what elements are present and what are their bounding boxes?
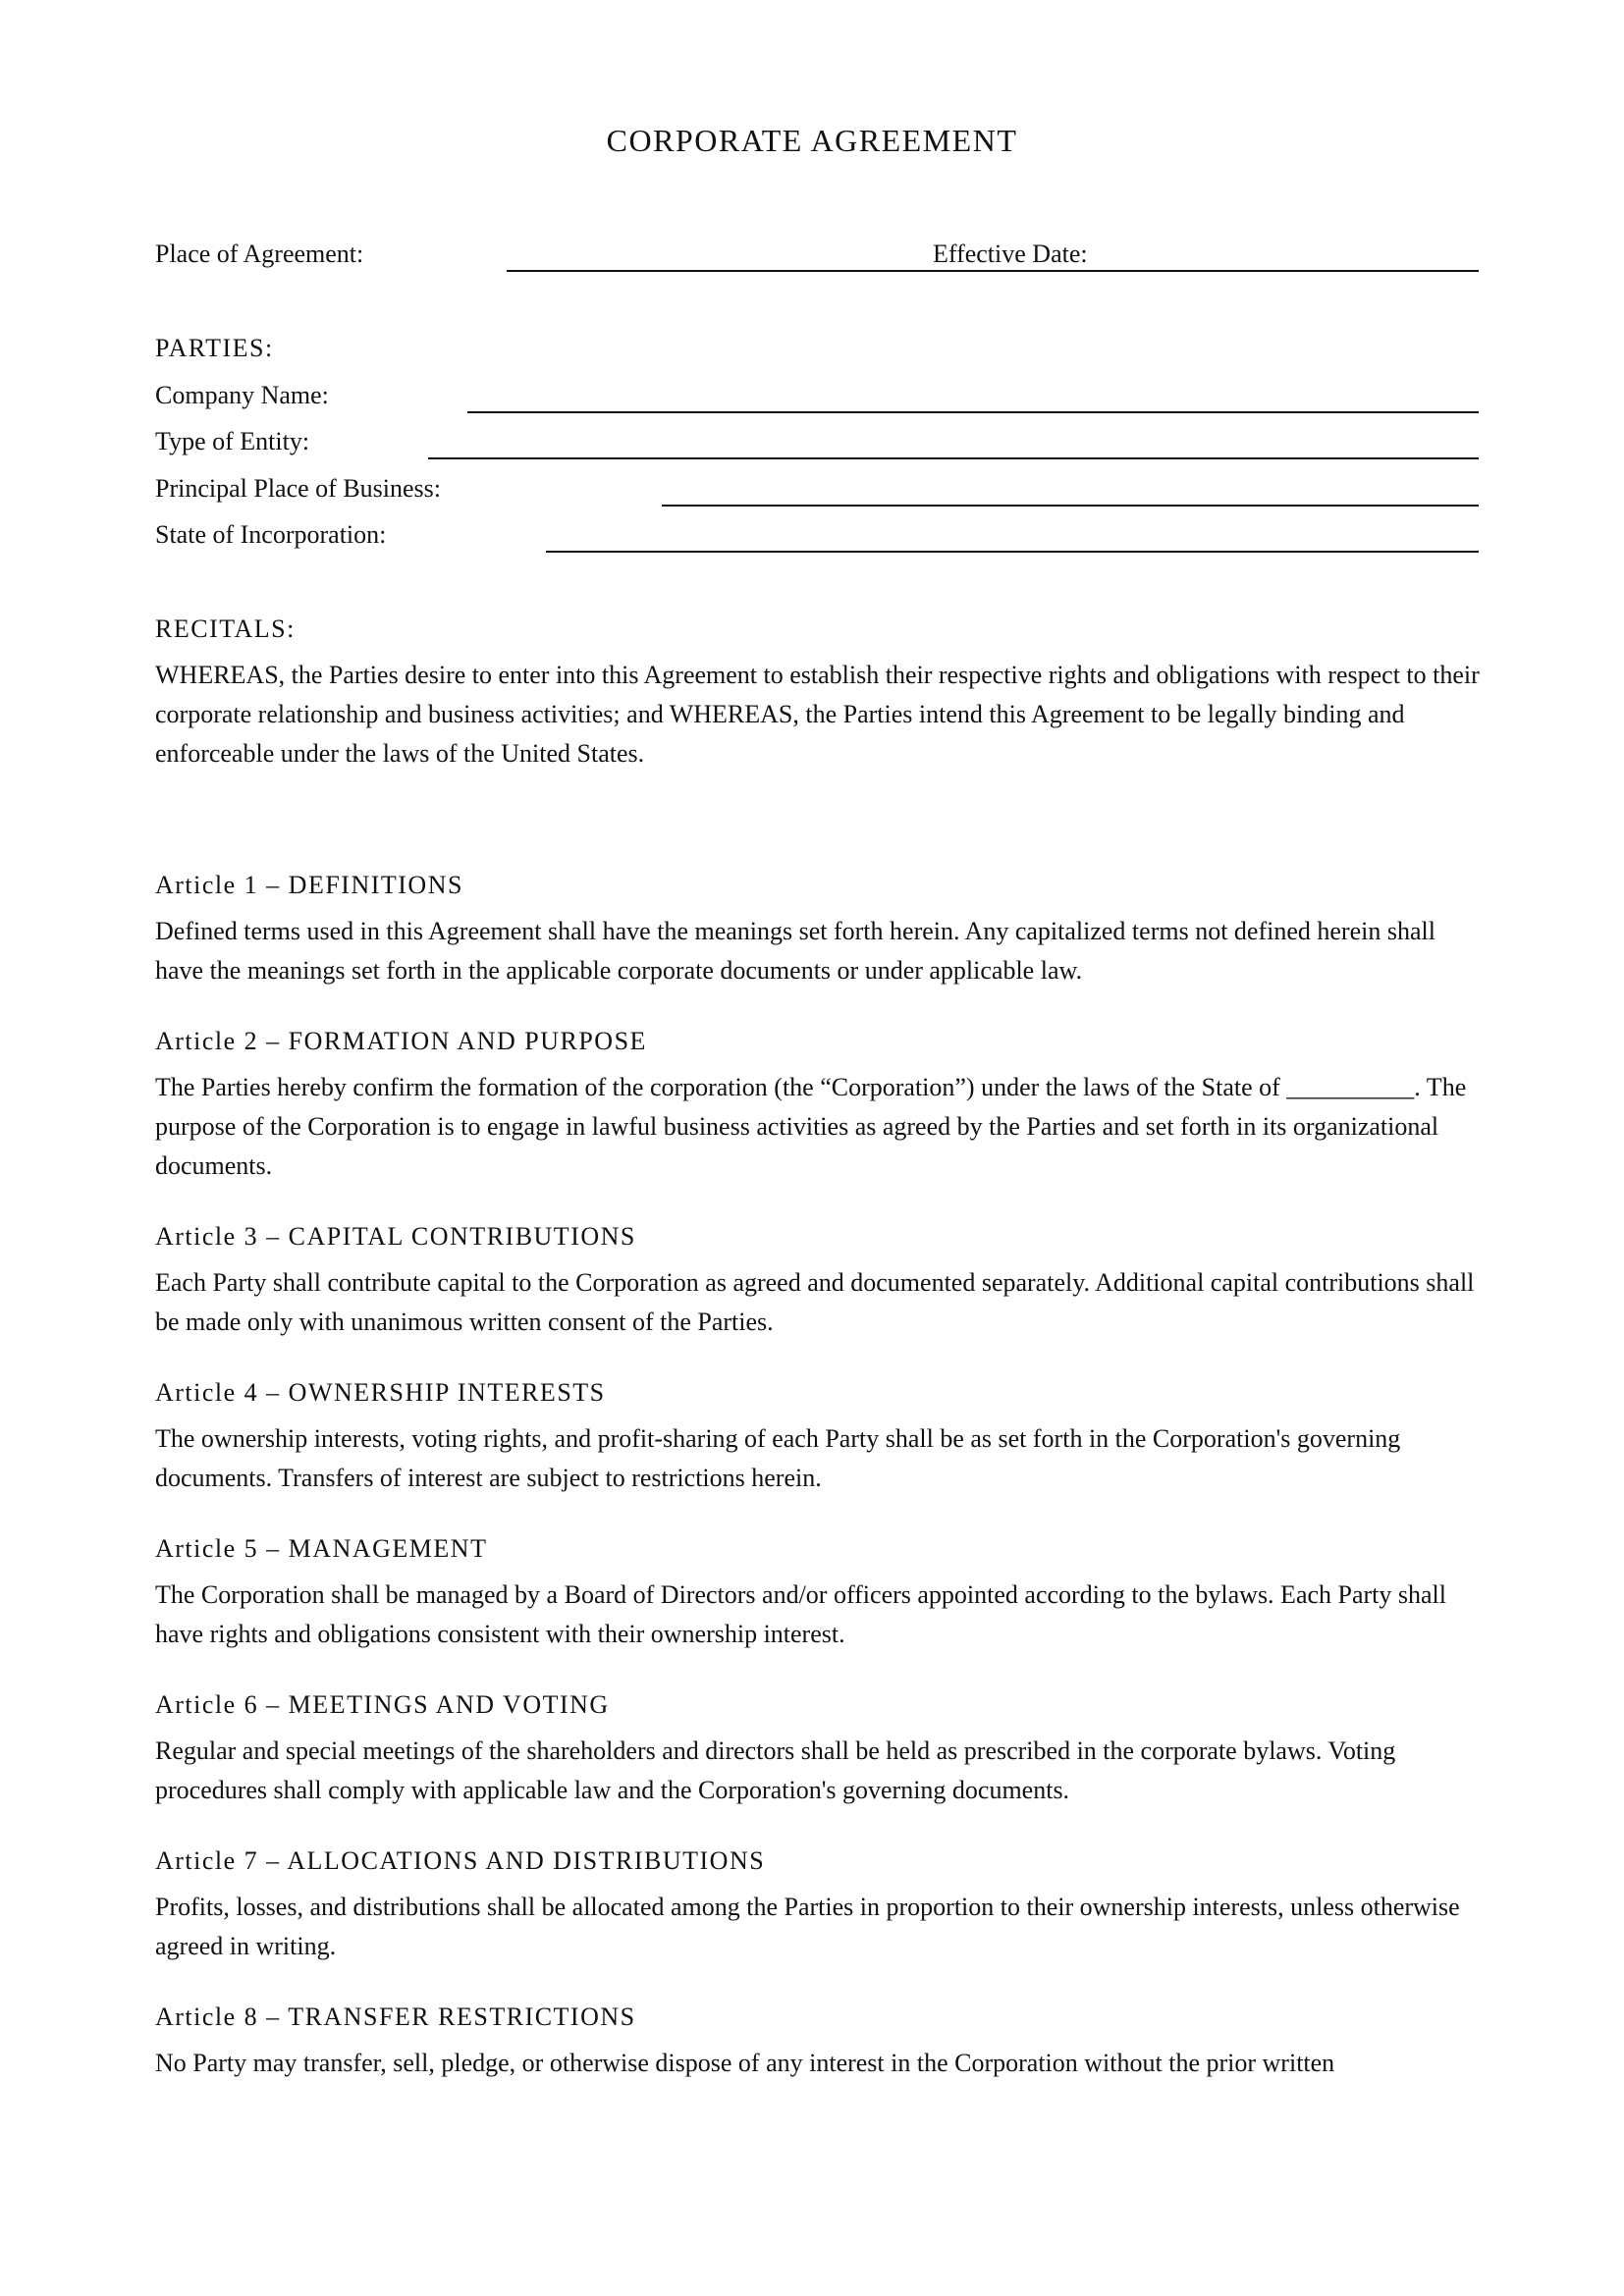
recitals-heading: RECITALS:: [155, 614, 296, 643]
article-8-text: No Party may transfer, sell, pledge, or otherwise dispose of any interest in the Corporation without the prior written: [155, 2049, 1335, 2077]
state-of-incorporation-label: State of Incorporation:: [155, 520, 387, 549]
type-of-entity-blank-line: [428, 457, 1479, 459]
article-1-heading: Article 1 – DEFINITIONS: [155, 871, 463, 899]
article-2-heading: Article 2 – FORMATION AND PURPOSE: [155, 1027, 647, 1055]
article-4-text: The ownership interests, voting rights, and profit-sharing of each Party shall be as set forth in the Corporation's governing documents. Transfers of interest are subject to restrictions herein.: [155, 1424, 1401, 1492]
article-7-text: Profits, losses, and distributions shall be allocated among the Parties in proportion to their ownership interests, unless otherwise agreed in writing.: [155, 1893, 1460, 1960]
effective-date-label: Effective Date:: [933, 240, 1088, 268]
document-title: CORPORATE AGREEMENT: [606, 123, 1018, 158]
article-8-heading: Article 8 – TRANSFER RESTRICTIONS: [155, 2002, 636, 2031]
parties-heading: PARTIES:: [155, 334, 274, 362]
type-of-entity-label: Type of Entity:: [155, 427, 310, 455]
article-5-text: The Corporation shall be managed by a Board of Directors and/or officers appointed according to the bylaws. Each Party shall have rights and obligations consistent with their ownership interest.: [155, 1580, 1447, 1648]
principal-place-label: Principal Place of Business:: [155, 474, 442, 503]
article-6-text: Regular and special meetings of the shareholders and directors shall be held as prescribed in the corporate bylaws. Voting procedures shall comply with applicable law and the Corporation's governing documents.: [155, 1736, 1396, 1804]
state-of-incorporation-blank-line: [546, 551, 1479, 553]
place-of-agreement-label: Place of Agreement:: [155, 240, 364, 268]
article-3-text: Each Party shall contribute capital to the Corporation as agreed and documented separately. Additional capital contributions shall be made only with unanimous written consent of the Parties.: [155, 1268, 1475, 1336]
principal-place-blank-line: [662, 505, 1479, 507]
article-2-text: The Parties hereby confirm the formation of the corporation (the “Corporation”) under the laws of the State of __________. The purpose of the Corporation is to engage in lawful business activities as agreed by the Parties and set forth in its organizational documents.: [155, 1073, 1467, 1180]
article-4-heading: Article 4 – OWNERSHIP INTERESTS: [155, 1378, 606, 1407]
article-3-heading: Article 3 – CAPITAL CONTRIBUTIONS: [155, 1222, 636, 1251]
company-name-label: Company Name:: [155, 381, 329, 409]
article-5-heading: Article 5 – MANAGEMENT: [155, 1534, 488, 1563]
article-7-heading: Article 7 – ALLOCATIONS AND DISTRIBUTIONS: [155, 1846, 766, 1875]
recitals-text: WHEREAS, the Parties desire to enter into this Agreement to establish their respective rights and obligations with respect to their corporate relationship and business activities; and WHEREAS, the Parties intend this Agreement to be legally binding and enforceable under the laws of the United States.: [155, 661, 1480, 768]
place-and-date-blank-line: [507, 270, 1479, 272]
article-1-text: Defined terms used in this Agreement shall have the meanings set forth herein. Any capitalized terms not defined herein shall have the meanings set forth in the applicable corporate documents or under applicable law.: [155, 917, 1435, 985]
article-6-heading: Article 6 – MEETINGS AND VOTING: [155, 1690, 610, 1719]
company-name-blank-line: [467, 411, 1479, 413]
